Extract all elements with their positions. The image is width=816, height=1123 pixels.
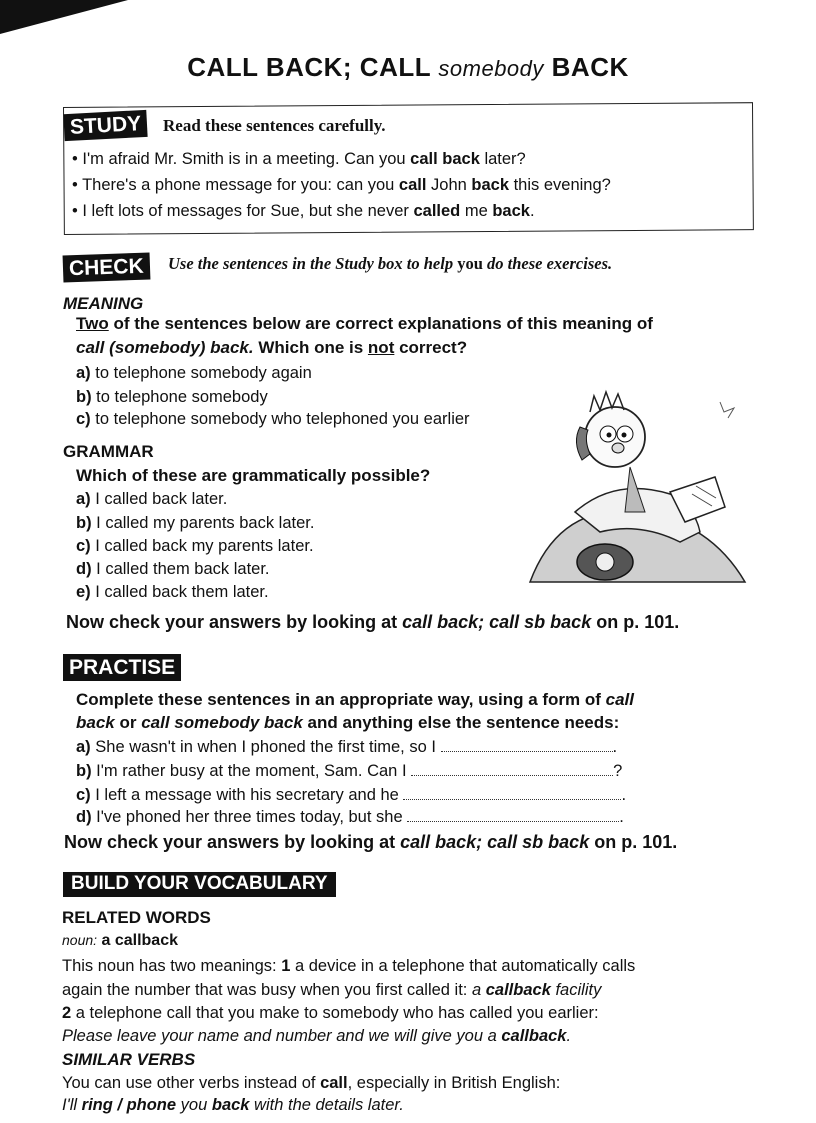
title-part-3: BACK bbox=[551, 52, 629, 82]
vocab-para-6 bbox=[62, 1096, 404, 1115]
answer-blank[interactable] bbox=[411, 763, 613, 776]
study-s2-bold-1: call bbox=[398, 176, 427, 194]
title-part-2: somebody bbox=[438, 56, 544, 81]
bullet-icon: • bbox=[72, 202, 83, 220]
meaning-q1-rest: of the sentences below are correct explanations of this meaning of bbox=[108, 314, 653, 333]
option-letter: d) bbox=[76, 560, 92, 578]
vocab-p1-end: a device in a telephone that automatically calls bbox=[290, 957, 636, 975]
check-instruction-you: you bbox=[457, 254, 483, 273]
check-instruction-c: do these exercises. bbox=[482, 254, 613, 273]
vocab-p3-num: 2 bbox=[62, 1004, 72, 1022]
option-letter: c) bbox=[76, 537, 91, 555]
vocab-p2-callback: callback bbox=[485, 981, 551, 999]
item-text: I've phoned her three times today, but she bbox=[96, 808, 403, 826]
check-tag: CHECK bbox=[63, 252, 151, 282]
option-text: to telephone somebody bbox=[96, 388, 268, 406]
practise-instr-end: and anything else the sentence needs: bbox=[302, 713, 620, 732]
related-words-heading: RELATED WORDS bbox=[62, 908, 211, 927]
practise-answers-text: Now check your answers by looking at bbox=[64, 832, 401, 852]
check-instruction-a: Use the sentences in the Study box to help bbox=[168, 254, 458, 273]
meaning-option-b bbox=[76, 388, 268, 407]
item-letter: d) bbox=[76, 808, 92, 826]
item-text: I left a message with his secretary and he bbox=[95, 786, 399, 804]
practise-item-a bbox=[76, 738, 617, 757]
vocab-p6-back: back bbox=[211, 1096, 250, 1114]
practise-answers-note bbox=[64, 832, 677, 853]
study-s1-end: later? bbox=[479, 150, 526, 168]
vocab-para-3 bbox=[62, 1004, 599, 1023]
vocab-p4-text: Please leave your name and number and we will give you a bbox=[62, 1027, 502, 1045]
option-text: to telephone somebody again bbox=[95, 364, 312, 382]
study-s3-bold-2: back bbox=[492, 202, 530, 220]
option-text: I called my parents back later. bbox=[96, 514, 315, 532]
check-answers-note bbox=[66, 612, 679, 633]
study-s1-bold: call back bbox=[410, 150, 480, 168]
title-part-1: CALL BACK; CALL bbox=[187, 52, 431, 82]
option-text: I called back later. bbox=[95, 490, 228, 508]
meaning-heading: MEANING bbox=[63, 294, 144, 313]
noun-callback-line bbox=[62, 932, 178, 950]
item-letter: a) bbox=[76, 738, 91, 756]
meaning-not: not bbox=[367, 338, 395, 357]
practise-item-c bbox=[76, 786, 626, 805]
grammar-option-e bbox=[76, 583, 269, 602]
meaning-two: Two bbox=[76, 314, 109, 333]
meaning-callback-phrase: call (somebody) back. bbox=[76, 338, 254, 357]
meaning-question-2 bbox=[76, 338, 467, 358]
practise-instr-text: Complete these sentences in an appropriate way, using a form of bbox=[76, 690, 606, 709]
practise-instr-call: call bbox=[605, 690, 634, 709]
vocab-p2-a: a bbox=[471, 981, 486, 999]
option-letter: b) bbox=[76, 514, 92, 532]
check-answers-page: on p. 101. bbox=[591, 612, 680, 632]
grammar-option-a bbox=[76, 490, 227, 509]
vocab-para-4 bbox=[62, 1027, 571, 1046]
grammar-question: Which of these are grammatically possible? bbox=[76, 466, 431, 485]
vocab-p4-callback: callback bbox=[501, 1027, 567, 1045]
vocab-p6-end: with the details later. bbox=[249, 1096, 404, 1114]
grammar-option-c bbox=[76, 537, 314, 556]
build-vocabulary-tag: BUILD YOUR VOCABULARY bbox=[63, 872, 336, 897]
vocab-p5-end: , especially in British English: bbox=[347, 1074, 561, 1092]
study-s2-text: There's a phone message for you: can you bbox=[82, 176, 399, 194]
corner-mark bbox=[0, 0, 130, 40]
option-text: I called them back later. bbox=[96, 560, 270, 578]
practise-answers-page: on p. 101. bbox=[589, 832, 678, 852]
option-letter: e) bbox=[76, 583, 91, 601]
option-letter: a) bbox=[76, 364, 91, 382]
bullet-icon: • bbox=[72, 176, 83, 194]
grammar-heading: GRAMMAR bbox=[63, 442, 154, 461]
grammar-option-d bbox=[76, 560, 270, 579]
check-answers-ref: call back; call sb back bbox=[402, 612, 592, 632]
item-letter: b) bbox=[76, 762, 92, 780]
check-instruction bbox=[168, 254, 612, 274]
vocab-p3-text: a telephone call that you make to somebody who has called you earlier: bbox=[71, 1004, 599, 1022]
item-end: . bbox=[612, 738, 618, 756]
practise-instr-phrase: call somebody back bbox=[141, 713, 303, 732]
practise-instr-back: back bbox=[76, 713, 115, 732]
meaning-q2-end: correct? bbox=[394, 338, 468, 357]
meaning-question-1 bbox=[76, 314, 653, 334]
option-text: I called back my parents later. bbox=[95, 537, 314, 555]
study-s3-text: I left lots of messages for Sue, but she never bbox=[82, 202, 414, 220]
item-end: ? bbox=[613, 762, 623, 780]
vocab-p4-end: . bbox=[566, 1027, 572, 1045]
vocab-para-2 bbox=[62, 981, 601, 1000]
option-letter: c) bbox=[76, 410, 91, 428]
practise-item-b bbox=[76, 762, 622, 781]
practise-instr-or: or bbox=[114, 713, 142, 732]
bullet-icon: • bbox=[72, 150, 83, 168]
vocab-p5-call: call bbox=[320, 1074, 348, 1092]
item-end: . bbox=[619, 808, 624, 826]
option-letter: a) bbox=[76, 490, 91, 508]
study-s1-text: I'm afraid Mr. Smith is in a meeting. Can you bbox=[82, 150, 411, 168]
answer-blank[interactable] bbox=[407, 809, 619, 822]
option-letter: b) bbox=[76, 388, 92, 406]
practise-tag: PRACTISE bbox=[63, 654, 181, 681]
man-on-phone-illustration bbox=[520, 382, 752, 602]
vocab-p2-facility: facility bbox=[550, 981, 602, 999]
practise-instruction-1 bbox=[76, 690, 634, 710]
check-answers-text: Now check your answers by looking at bbox=[66, 612, 403, 632]
meaning-option-a bbox=[76, 364, 312, 383]
vocab-p1-text: This noun has two meanings: bbox=[62, 957, 282, 975]
meaning-option-c bbox=[76, 410, 470, 429]
answer-blank[interactable] bbox=[441, 739, 613, 752]
vocab-p6-you: you bbox=[176, 1096, 212, 1114]
vocab-para-1 bbox=[62, 957, 635, 976]
study-tag: STUDY bbox=[63, 110, 147, 141]
vocab-para-5 bbox=[62, 1074, 560, 1093]
similar-verbs-heading: SIMILAR VERBS bbox=[62, 1050, 196, 1069]
study-s3-mid: me bbox=[460, 202, 493, 220]
meaning-q2-text: Which one is bbox=[258, 338, 368, 357]
noun-label: noun: bbox=[62, 932, 98, 948]
vocab-p2-text: again the number that was busy when you first called it: bbox=[62, 981, 472, 999]
vocab-p1-num: 1 bbox=[281, 957, 291, 975]
page-title bbox=[0, 52, 816, 83]
study-sentence-3 bbox=[72, 202, 535, 221]
study-sentence-2 bbox=[72, 176, 611, 195]
study-s2-end: this evening? bbox=[509, 176, 611, 194]
study-s2-mid: John bbox=[426, 176, 472, 194]
study-sentence-1 bbox=[72, 150, 526, 169]
grammar-option-b bbox=[76, 514, 314, 533]
vocab-p5-text: You can use other verbs instead of bbox=[62, 1074, 321, 1092]
answer-blank[interactable] bbox=[403, 787, 621, 800]
practise-instruction-2 bbox=[76, 713, 619, 733]
option-text: I called back them later. bbox=[95, 583, 269, 601]
vocab-p6-verbs: ring / phone bbox=[81, 1096, 177, 1114]
study-s3-bold-1: called bbox=[413, 202, 461, 220]
noun-word: a callback bbox=[97, 932, 178, 949]
item-text: She wasn't in when I phoned the first time, so I bbox=[95, 738, 436, 756]
practise-item-d bbox=[76, 808, 624, 827]
vocab-p6-ill: I'll bbox=[62, 1096, 82, 1114]
study-instruction: Read these sentences carefully. bbox=[163, 116, 386, 135]
item-end: . bbox=[621, 786, 627, 804]
option-text: to telephone somebody who telephoned you earlier bbox=[95, 410, 470, 428]
item-text: I'm rather busy at the moment, Sam. Can I bbox=[96, 762, 407, 780]
study-s3-end: . bbox=[529, 202, 535, 220]
study-s2-bold-2: back bbox=[471, 176, 510, 194]
practise-answers-ref: call back; call sb back bbox=[400, 832, 590, 852]
item-letter: c) bbox=[76, 786, 91, 804]
